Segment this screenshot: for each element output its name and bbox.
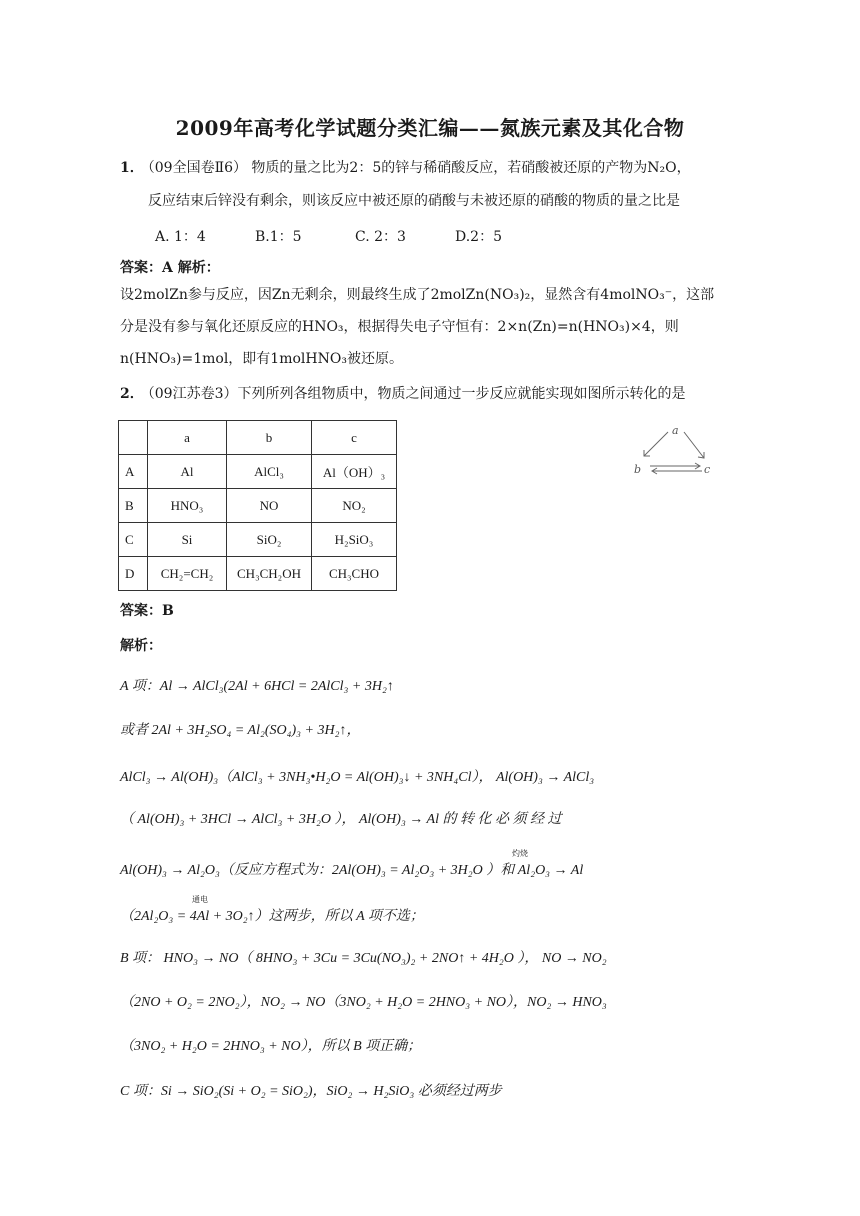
q1-line1: [120, 157, 691, 177]
table-cell: SiO₂: [227, 523, 312, 557]
table-cell: D: [119, 557, 148, 591]
q1-stem-2: 反应结束后锌没有剩余，则该反应中被还原的硝酸与未被还原的硝酸的物质的量之比是: [148, 193, 680, 209]
table-cell: [119, 421, 148, 455]
table-cell: B: [119, 489, 148, 523]
q1-option-d: D.2：5: [455, 229, 502, 245]
q2-analysis-line-1: A 项：Al → AlCl₃(2Al + 6HCl = 2AlCl₃ + 3H₂↑: [120, 679, 394, 694]
table-row: [119, 489, 397, 523]
q1-answer: 答案：A 解析：: [120, 260, 220, 276]
table-cell: CH₃CHO: [312, 557, 397, 591]
q1-stem-1: （09全国卷Ⅱ6） 物质的量之比为2：5的锌与稀硝酸反应，若硝酸被还原的产物为N₂O，: [147, 160, 691, 176]
q2-answer: 答案：B: [120, 603, 174, 619]
q2-line1: [120, 383, 685, 403]
q2-analysis-line-5: Al(OH)₃ → Al₂O₃（反应方程式为：2Al(OH)₃ = Al₂O₃ + 3H₂O ）和 Al₂O₃ → Al: [120, 863, 584, 878]
table-cell: Al: [148, 455, 227, 489]
condition-electrolysis: 通电: [192, 895, 208, 904]
q2-number: 2．: [120, 386, 144, 402]
table-cell: NO: [227, 489, 312, 523]
q1-number: 1．: [120, 160, 144, 176]
table-row: [119, 455, 397, 489]
diagram-label-b: b: [634, 463, 642, 476]
diagram-arrows: [644, 432, 704, 474]
q2-analysis-line-8: （2NO + O₂ = 2NO₂），NO₂ → NO（3NO₂ + H₂O = 2HNO₃ + NO），NO₂ → HNO₃: [120, 995, 607, 1010]
q2-analysis-line-4: （ Al(OH)₃ + 3HCl → AlCl₃ + 3H₂O ）， Al(OH)₃ → Al 的 转 化 必 须 经 过: [120, 812, 562, 827]
diagram-label-c: c: [704, 463, 711, 476]
table-cell: C: [119, 523, 148, 557]
table-cell: CH₃CH₂OH: [227, 557, 312, 591]
q2-analysis-line-6: （2Al₂O₃ = 4Al + 3O₂↑）这两步，所以 A 项不选；: [120, 909, 424, 924]
table-row: [119, 557, 397, 591]
q1-exp-2: 分是没有参与氧化还原反应的HNO₃，根据得失电子守恒有：2×n(Zn)=n(HNO₃)×4，则: [120, 319, 679, 335]
table-cell: H₂SiO₃: [312, 523, 397, 557]
table-cell: Si: [148, 523, 227, 557]
table-cell: A: [119, 455, 148, 489]
table-cell: b: [227, 421, 312, 455]
q1-exp-3: n(HNO₃)=1mol，即有1molHNO₃被还原。: [120, 351, 403, 367]
q1-exp-1: 设2molZn参与反应，因Zn无剩余，则最终生成了2molZn(NO₃)₂，显然含有4molNO₃⁻，这部: [120, 287, 715, 303]
table-row: [119, 523, 397, 557]
condition-burn: 灼烧: [512, 849, 528, 858]
diagram-label-a: a: [672, 424, 679, 437]
table-cell: Al（OH）₃: [312, 455, 397, 489]
q1-options: [155, 226, 555, 246]
q2-stem: （09江苏卷3）下列所列各组物质中，物质之间通过一步反应就能实现如图所示转化的是: [147, 386, 686, 402]
q2-analysis-line-10: C 项：Si → SiO₂(Si + O₂ = SiO₂)，SiO₂ → H₂SiO₃ 必须经过两步: [120, 1084, 502, 1099]
q2-analysis-line-2: 或者 2Al + 3H₂SO₄ = Al₂(SO₄)₃ + 3H₂↑，: [120, 723, 361, 738]
conversion-diagram: [628, 420, 738, 480]
table-cell: NO₂: [312, 489, 397, 523]
table-cell: CH₂=CH₂: [148, 557, 227, 591]
table-cell: AlCl₃: [227, 455, 312, 489]
q2-analysis-line-3: AlCl₃ → Al(OH)₃（AlCl₃ + 3NH₃•H₂O = Al(OH)₃↓ + 3NH₄Cl）， Al(OH)₃ → AlCl₃: [120, 770, 595, 785]
page-title: 2009年高考化学试题分类汇编——氮族元素及其化合物: [175, 116, 685, 140]
q2-analysis-label: 解析：: [120, 638, 162, 654]
q1-option-a: A. 1：4: [155, 229, 206, 245]
table-cell: a: [148, 421, 227, 455]
q2-options-table: [118, 420, 397, 591]
q1-option-c: C. 2：3: [355, 229, 406, 245]
table-cell: c: [312, 421, 397, 455]
table-header-row: [119, 421, 397, 455]
table-cell: HNO₃: [148, 489, 227, 523]
q1-option-b: B.1：5: [255, 229, 302, 245]
q2-analysis-line-7: B 项： HNO₃ → NO（ 8HNO₃ + 3Cu = 3Cu(NO₃)₂ + 2NO↑ + 4H₂O ）， NO → NO₂: [120, 951, 607, 966]
q2-analysis-line-9: （3NO₂ + H₂O = 2HNO₃ + NO），所以 B 项正确；: [120, 1039, 422, 1054]
